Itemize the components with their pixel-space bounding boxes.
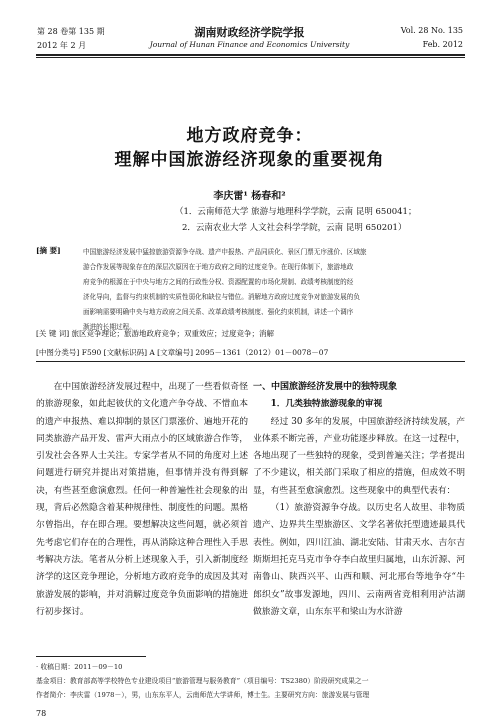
date-cn: 2012 年 2 月	[37, 41, 87, 50]
affiliation-1: （1．云南师范大学 旅游与地理科学学院，云南 昆明 650041；	[175, 207, 417, 217]
abstract-line: 中国旅游经济发展中猛掠旅游资源争夺战、遗产申报热、产品同质化、景区门票无序涨价、区域旅	[83, 248, 367, 256]
subsection-heading: 1．几类独特旅游现象的审视	[270, 399, 383, 410]
body-paragraph: 在中国旅游经济发展过程中，出现了一些看似奇怪的旅游现象，如此起彼伏的文化遗产争夺战、不惜血本的遗产申报热、难以抑制的景区门票涨价、遍地开花的同类旅游产品开发、雷声大雨点小的区域旅游合作等，引发社会各界人士关注。专家学者从不同的角度对上述问题进行研究并提出对策措施，但事情并没有得到解决，有些甚至愈演愈烈。任何一种普遍性社会现象的出现，背后必然隐含着某种规律性、制度性的问题。黑格尔曾指出，存在即合理。要想解决这些问题，就必须首先考虑它们存在的合理性，再从消除这种合理性入手思考解决方法。笔者从分析上述现象入手，引入新制度经济学的这区竞争理论，分析地方政府竞争的成因及其对旅游发展的影响，并对消解过度竞争负面影响的措施进行初步探讨。	[36, 382, 248, 617]
header-rule-thin	[36, 57, 465, 58]
title-line-1: 地方政府竞争：	[186, 126, 313, 146]
footnote-author: 作者简介：李庆雷（1978－），男，山东东平人，云南师范大学讲师，博士生。主要研究方向：旅游发展与管理	[36, 691, 370, 699]
footnote-funding: 基金项目：教育部高等学校特色专业建设项目“旅游管理与服务教育”（项目编号：TS2380）阶段研究成果之一	[36, 677, 369, 685]
volume-issue-en: Vol. 28 No. 135	[400, 26, 463, 35]
right-column	[253, 379, 465, 621]
abstract-line: 济化导向，监督与约束机制的实质性弱化和缺位与错位。消解地方政府过度竞争对旅游发展的负	[83, 293, 360, 301]
page-number: 78	[36, 709, 47, 718]
header-rule	[36, 54, 465, 56]
left-column	[36, 379, 248, 621]
date-en: Feb. 2012	[422, 40, 463, 49]
abstract-line: 渐进的长期过程。	[83, 323, 136, 331]
abstract-line: 府竞争的根源在于中央与地方之间的行政性分权、资源配置的市场化规制、政绩考核制度的经	[83, 278, 354, 286]
footnote-separator	[36, 656, 146, 657]
abstract-line: 游合作发展等现象存在的深层次原因在于地方政府之间的过度竞争。在现行体制下，旅游地政	[83, 263, 354, 271]
abstract-label: [摘 要]	[36, 246, 61, 255]
volume-issue-cn: 第 28 卷第 135 期	[37, 27, 105, 36]
body-paragraph: 经过 30 多年的发展，中国旅游经济持续发展，产业体系不断完善，产业功能逐步释放。在这一过程中，各地出现了一些独特的现象，受到普遍关注；学者提出了不少建议，相关部门采取了相应的措施，但成效不明显，有些甚至愈演愈烈。这些现象中的典型代表有：	[253, 416, 465, 496]
abstract-line: 面影响需要明确中央与地方政府之间关系、改革政绩考核制度、强化约束机制，讲述一个调序	[83, 308, 354, 316]
classification: [中图分类号] F590 [文献标识码] A [文章编号] 2095－1361（2012）01－0078－07	[36, 348, 329, 357]
journal-title-en: Journal of Hunan Finance and Economics University	[149, 40, 350, 49]
affiliation-2: 2．云南农业大学 人文社会科学学院，云南 昆明 650201）	[182, 223, 407, 233]
body-paragraph: （1）旅游资源争夺战。以历史名人故里、非物质遗产、边界共生型旅游区、文学名著依托型遗迹最具代表性。例如，四川江油、湖北安陆、甘肃天水、吉尔吉斯斯坦托克马克市争夺李白故里归属地，山东沂源、河南鲁山、陕西兴平、山西和顺、河北邢台等地争夺“牛郎织女”故事发源地，四川、云南两省竞相利用泸沽湖做旅游文章，山东东平和梁山为水浒游	[253, 503, 465, 617]
journal-title-cn: 湖南财政经济学院学报	[194, 26, 305, 39]
abstract-separator	[36, 361, 465, 362]
keywords: [关 键 词] 旅区竞争理论；旅游地政府竞争；双重效应；过度竞争；消解	[36, 329, 275, 338]
title-line-2: 理解中国旅游经济现象的重要视角	[114, 150, 385, 170]
abstract-text	[83, 245, 465, 335]
section-heading: 一、中国旅游经济发展中的独特现象	[253, 382, 398, 392]
footnote-received: · 收稿日期：2011－09－10	[36, 663, 123, 671]
authors: 李庆雷¹ 杨春和²	[213, 191, 286, 202]
